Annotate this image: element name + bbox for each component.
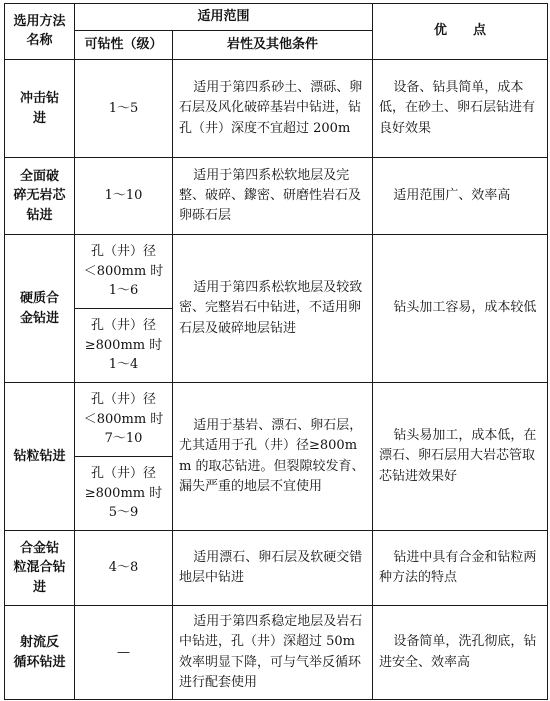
method-name: 钻粒钻进 [5, 383, 75, 531]
method-name: 冲击钻 进 [5, 60, 75, 158]
advantages: 设备、钻具简单，成本低，在砂土、卵石层钻进有良好效果 [373, 60, 548, 158]
rock-conditions: 适用于第四系松软地层及完整、破碎、鑗密、研磨性岩石及卵砾石层 [173, 158, 373, 235]
rock-conditions: 适用于第四系稳定地层及岩石中钻进，孔（井）深超过 50m 效率明显下降，可与气举反循环进行配套使用 [173, 606, 373, 700]
table-row [5, 606, 548, 700]
method-name: 全面破 碎无岩芯 钻进 [5, 158, 75, 235]
table-row [5, 158, 548, 235]
method-name: 射流反 循环钻进 [5, 606, 75, 700]
header-advantages: 优 点 [373, 4, 548, 60]
advantages: 钻进中具有合金和钻粒两种方法的特点 [373, 531, 548, 606]
rock-conditions: 适用于第四系砂土、漂砾、卵石层及风化破碎基岩中钻进，钻孔（井）深度不宜超过 200m [173, 60, 373, 158]
advantages: 钻头易加工，成本低，在漂石、卵石层用大岩芯管取芯钻进效果好 [373, 383, 548, 531]
table-row [5, 531, 548, 606]
drillability-level: 4～8 [75, 531, 173, 606]
table-row [5, 60, 548, 158]
drillability-level: 孔（井）径 ＜800mm 时 7～10 [75, 383, 173, 457]
drillability-level: 孔（井）径 ≥800mm 时 5～9 [75, 457, 173, 531]
header-method: 选用方法 名称 [5, 4, 75, 60]
drillability-level: 孔（井）径 ＜800mm 时 1～6 [75, 235, 173, 309]
drillability-level: — [75, 606, 173, 700]
header-row-1 [5, 4, 548, 31]
advantages: 适用范围广、效率高 [373, 158, 548, 235]
method-name: 合金钻 粒混合钻 进 [5, 531, 75, 606]
table-row [5, 235, 548, 309]
drillability-level: 1～5 [75, 60, 173, 158]
header-drillability: 可钻性（级） [75, 31, 173, 60]
header-scope: 适用范围 [75, 4, 373, 31]
method-name: 硬质合 金钻进 [5, 235, 75, 383]
rock-conditions: 适用于基岩、漂石、卵石层，尤其适用于孔（井）径≥800mm 的取芯钻进。但裂隙较发育、漏失严重的地层不宜使用 [173, 383, 373, 531]
rock-conditions: 适用于第四系松软地层及较致密、完整岩石中钻进，不适用卵石层及破碎地层钻进 [173, 235, 373, 383]
drillability-level: 孔（井）径 ≥800mm 时 1～4 [75, 309, 173, 383]
rock-conditions: 适用漂石、卵石层及软硬交错地层中钻进 [173, 531, 373, 606]
advantages: 钻头加工容易，成本较低 [373, 235, 548, 383]
drillability-level: 1～10 [75, 158, 173, 235]
header-conditions: 岩性及其他条件 [173, 31, 373, 60]
drilling-methods-table [4, 3, 548, 700]
table-row [5, 383, 548, 457]
advantages: 设备简单，洗孔彻底，钻进安全、效率高 [373, 606, 548, 700]
